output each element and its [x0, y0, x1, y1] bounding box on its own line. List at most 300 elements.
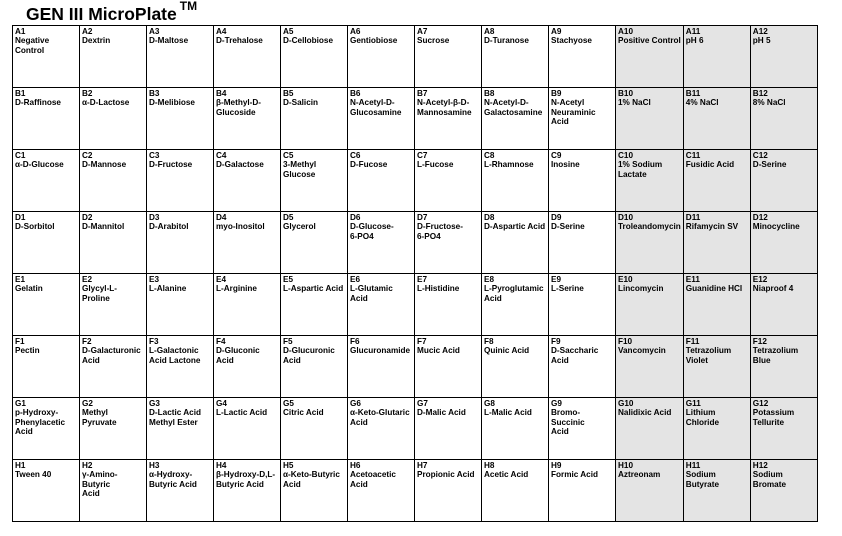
well-substrate: 1% NaCl — [618, 98, 651, 108]
well-substrate: pH 5 — [752, 36, 771, 46]
well-id: F1 — [15, 337, 25, 346]
well-id: H3 — [149, 461, 160, 470]
well-id: B11 — [685, 89, 701, 98]
well-id: D3 — [149, 213, 160, 222]
well-cell — [482, 88, 549, 150]
well-substrate: D-Mannitol — [82, 222, 125, 232]
well-cell — [683, 460, 750, 522]
well-substrate: L-Alanine — [149, 284, 187, 294]
well-cell — [147, 150, 214, 212]
well-cell — [750, 88, 817, 150]
well-id: G7 — [417, 399, 428, 408]
well-substrate: D-Lactic Acid Methyl Ester — [149, 408, 202, 427]
well-substrate: N-Acetyl Neuraminic Acid — [551, 98, 596, 127]
plate-row — [13, 336, 818, 398]
well-cell — [13, 460, 80, 522]
well-cell — [683, 26, 750, 88]
well-cell — [80, 398, 147, 460]
well-cell — [13, 336, 80, 398]
well-cell — [214, 26, 281, 88]
well-cell — [482, 26, 549, 88]
well-id: D1 — [15, 213, 26, 222]
well-id: E6 — [350, 275, 361, 284]
well-substrate: β-Methyl-D- Glucoside — [216, 98, 262, 117]
well-cell — [616, 460, 684, 522]
well-id: B7 — [417, 89, 428, 98]
well-id: B3 — [149, 89, 160, 98]
well-substrate: Tween 40 — [15, 470, 52, 480]
well-substrate: α-Keto-Glutaric Acid — [350, 408, 410, 427]
well-id: C9 — [551, 151, 562, 160]
well-substrate: Quinic Acid — [484, 346, 530, 356]
well-substrate: Sucrose — [417, 36, 450, 46]
well-cell — [147, 88, 214, 150]
well-cell — [616, 150, 684, 212]
well-cell — [750, 212, 817, 274]
well-cell — [80, 26, 147, 88]
well-substrate: D-Arabitol — [149, 222, 189, 232]
well-id: B10 — [618, 89, 634, 98]
title-text: GEN III MicroPlate — [26, 3, 177, 24]
well-substrate: Troleandomycin — [618, 222, 681, 232]
well-substrate: Gentiobiose — [350, 36, 398, 46]
well-substrate: L-Rhamnose — [484, 160, 534, 170]
well-id: F9 — [551, 337, 561, 346]
well-cell — [13, 274, 80, 336]
well-id: A4 — [216, 27, 227, 36]
well-substrate: Bromo-Succinic Acid — [551, 408, 585, 437]
well-cell — [482, 212, 549, 274]
well-cell — [13, 398, 80, 460]
well-cell — [415, 460, 482, 522]
well-substrate: Sodium Butyrate — [685, 470, 720, 489]
well-cell — [80, 274, 147, 336]
well-id: D11 — [685, 213, 701, 222]
well-id: A6 — [350, 27, 361, 36]
well-cell — [214, 212, 281, 274]
well-cell — [147, 398, 214, 460]
well-cell — [750, 150, 817, 212]
well-cell — [683, 150, 750, 212]
well-id: F4 — [216, 337, 226, 346]
well-substrate: Lincomycin — [618, 284, 664, 294]
well-cell — [80, 336, 147, 398]
well-id: F8 — [484, 337, 494, 346]
well-cell — [616, 26, 684, 88]
well-id: H9 — [551, 461, 562, 470]
well-substrate: Negative Control — [15, 36, 50, 55]
well-id: H11 — [685, 461, 701, 470]
well-id: H1 — [15, 461, 26, 470]
well-cell — [415, 26, 482, 88]
well-cell — [214, 150, 281, 212]
well-substrate: L-Fucose — [417, 160, 454, 170]
well-id: B9 — [551, 89, 562, 98]
well-cell — [482, 150, 549, 212]
well-cell — [13, 212, 80, 274]
well-cell — [348, 460, 415, 522]
well-substrate: L-Lactic Acid — [216, 408, 268, 418]
well-cell — [13, 150, 80, 212]
well-substrate: Glycerol — [283, 222, 316, 232]
well-id: D6 — [350, 213, 361, 222]
well-cell — [750, 274, 817, 336]
well-substrate: Methyl Pyruvate — [82, 408, 117, 427]
well-substrate: Tetrazolium Blue — [752, 346, 799, 365]
well-id: E3 — [149, 275, 160, 284]
well-id: B6 — [350, 89, 361, 98]
well-cell — [415, 88, 482, 150]
plate-row — [13, 460, 818, 522]
well-id: F12 — [752, 337, 767, 346]
well-substrate: Inosine — [551, 160, 580, 170]
well-cell — [750, 26, 817, 88]
well-substrate: Formic Acid — [551, 470, 599, 480]
well-cell — [683, 274, 750, 336]
well-id: A2 — [82, 27, 93, 36]
well-substrate: α-D-Lactose — [82, 98, 130, 108]
well-id: A3 — [149, 27, 160, 36]
well-substrate: α-D-Glucose — [15, 160, 64, 170]
well-cell — [549, 88, 616, 150]
well-substrate: D-Glucuronic Acid — [283, 346, 335, 365]
well-substrate: L-Pyroglutamic Acid — [484, 284, 544, 303]
well-cell — [348, 26, 415, 88]
well-cell — [214, 88, 281, 150]
well-substrate: L-Serine — [551, 284, 584, 294]
well-cell — [549, 460, 616, 522]
well-cell — [348, 150, 415, 212]
well-cell — [147, 212, 214, 274]
well-cell — [616, 212, 684, 274]
well-id: C7 — [417, 151, 428, 160]
well-id: G11 — [685, 399, 701, 408]
well-substrate: Positive Control — [618, 36, 681, 46]
plate-row — [13, 212, 818, 274]
well-cell — [415, 336, 482, 398]
well-substrate: D-Serine — [752, 160, 787, 170]
well-substrate: Niaproof 4 — [752, 284, 794, 294]
well-substrate: Acetic Acid — [484, 470, 529, 480]
well-cell — [214, 336, 281, 398]
well-id: G8 — [484, 399, 495, 408]
well-id: C3 — [149, 151, 160, 160]
well-id: C2 — [82, 151, 93, 160]
well-substrate: Tetrazolium Violet — [685, 346, 732, 365]
well-id: A7 — [417, 27, 428, 36]
well-cell — [348, 398, 415, 460]
well-cell — [549, 336, 616, 398]
well-id: A9 — [551, 27, 562, 36]
well-substrate: Glycyl-L-Proline — [82, 284, 118, 303]
well-id: B4 — [216, 89, 227, 98]
well-id: C8 — [484, 151, 495, 160]
well-cell — [348, 274, 415, 336]
well-cell — [348, 212, 415, 274]
well-cell — [616, 274, 684, 336]
well-id: C12 — [752, 151, 768, 160]
well-substrate: D-Glucose- 6-PO4 — [350, 222, 394, 241]
well-id: D4 — [216, 213, 227, 222]
well-cell — [415, 150, 482, 212]
well-substrate: Lithium Chloride — [685, 408, 720, 427]
well-id: E5 — [283, 275, 294, 284]
well-substrate: D-Sorbitol — [15, 222, 55, 232]
well-substrate: Sodium Bromate — [752, 470, 787, 489]
page-title — [26, 2, 197, 25]
well-substrate: D-Cellobiose — [283, 36, 334, 46]
well-id: A8 — [484, 27, 495, 36]
well-id: E2 — [82, 275, 93, 284]
well-id: F2 — [82, 337, 92, 346]
well-id: E7 — [417, 275, 428, 284]
well-cell — [415, 398, 482, 460]
well-substrate: N-Acetyl-D- Galactosamine — [484, 98, 543, 117]
well-id: F5 — [283, 337, 293, 346]
well-substrate: D-Fructose — [149, 160, 193, 170]
well-substrate: N-Acetyl-β-D- Mannosamine — [417, 98, 472, 117]
well-cell — [482, 460, 549, 522]
well-substrate: Acetoacetic Acid — [350, 470, 396, 489]
well-cell — [549, 398, 616, 460]
well-cell — [683, 212, 750, 274]
well-cell — [281, 212, 348, 274]
plate-row — [13, 26, 818, 88]
well-cell — [482, 398, 549, 460]
well-cell — [750, 460, 817, 522]
well-cell — [415, 212, 482, 274]
well-substrate: Vancomycin — [618, 346, 666, 356]
well-id: H10 — [618, 461, 634, 470]
well-substrate: D-Aspartic Acid — [484, 222, 546, 232]
well-id: E10 — [618, 275, 633, 284]
well-id: F10 — [618, 337, 633, 346]
well-substrate: 1% Sodium Lactate — [618, 160, 663, 179]
well-cell — [549, 274, 616, 336]
well-cell — [415, 274, 482, 336]
well-cell — [348, 88, 415, 150]
well-cell — [482, 336, 549, 398]
well-substrate: Potassium Tellurite — [752, 408, 795, 427]
well-cell — [80, 150, 147, 212]
well-substrate: Pectin — [15, 346, 40, 356]
well-id: G10 — [618, 399, 634, 408]
well-substrate: Aztreonam — [618, 470, 661, 480]
well-id: H8 — [484, 461, 495, 470]
well-id: E8 — [484, 275, 495, 284]
well-substrate: α-Keto-Butyric Acid — [283, 470, 340, 489]
well-cell — [549, 150, 616, 212]
well-cell — [80, 460, 147, 522]
well-id: B12 — [752, 89, 768, 98]
well-id: C4 — [216, 151, 227, 160]
well-cell — [80, 88, 147, 150]
plate-row — [13, 398, 818, 460]
well-id: F6 — [350, 337, 360, 346]
well-id: C1 — [15, 151, 26, 160]
well-substrate: Glucuronamide — [350, 346, 411, 356]
well-cell — [683, 336, 750, 398]
well-id: D10 — [618, 213, 634, 222]
well-id: E12 — [752, 275, 768, 284]
well-substrate: D-Saccharic Acid — [551, 346, 599, 365]
well-id: B8 — [484, 89, 495, 98]
well-cell — [616, 398, 684, 460]
well-substrate: L-Glutamic Acid — [350, 284, 393, 303]
well-substrate: 3-Methyl Glucose — [283, 160, 317, 179]
well-cell — [13, 26, 80, 88]
well-substrate: Propionic Acid — [417, 470, 475, 480]
well-cell — [549, 212, 616, 274]
well-id: B2 — [82, 89, 93, 98]
well-substrate: D-Melibiose — [149, 98, 195, 108]
well-id: G5 — [283, 399, 294, 408]
well-substrate: α-Hydroxy- Butyric Acid — [149, 470, 197, 489]
well-id: E1 — [15, 275, 26, 284]
well-cell — [348, 336, 415, 398]
well-id: G12 — [752, 399, 769, 408]
well-cell — [214, 274, 281, 336]
well-cell — [80, 212, 147, 274]
plate-row — [13, 274, 818, 336]
well-id: C11 — [685, 151, 701, 160]
well-substrate: L-Arginine — [216, 284, 257, 294]
well-substrate: Dextrin — [82, 36, 111, 46]
well-substrate: D-Salicin — [283, 98, 319, 108]
well-substrate: D-Fructose- 6-PO4 — [417, 222, 463, 241]
well-substrate: D-Mannose — [82, 160, 127, 170]
well-id: C5 — [283, 151, 294, 160]
well-substrate: D-Raffinose — [15, 98, 61, 108]
well-substrate: β-Hydroxy-D,L- Butyric Acid — [216, 470, 276, 489]
well-substrate: Minocycline — [752, 222, 800, 232]
well-substrate: 4% NaCl — [685, 98, 719, 108]
well-substrate: p-Hydroxy- Phenylacetic Acid — [15, 408, 66, 437]
well-id: H6 — [350, 461, 361, 470]
well-id: F7 — [417, 337, 427, 346]
well-id: H7 — [417, 461, 428, 470]
well-cell — [147, 26, 214, 88]
well-id: G6 — [350, 399, 361, 408]
well-id: H5 — [283, 461, 294, 470]
well-id: D8 — [484, 213, 495, 222]
well-cell — [281, 26, 348, 88]
microplate-grid — [12, 25, 818, 522]
well-cell — [616, 336, 684, 398]
well-id: A11 — [685, 27, 701, 36]
well-cell — [281, 150, 348, 212]
well-cell — [147, 336, 214, 398]
well-substrate: N-Acetyl-D- Glucosamine — [350, 98, 402, 117]
well-substrate: Citric Acid — [283, 408, 324, 418]
well-id: E9 — [551, 275, 562, 284]
well-id: E11 — [685, 275, 700, 284]
well-id: C6 — [350, 151, 361, 160]
well-substrate: myo-Inositol — [216, 222, 265, 232]
well-id: C10 — [618, 151, 634, 160]
well-cell — [616, 88, 684, 150]
well-cell — [750, 336, 817, 398]
well-substrate: Fusidic Acid — [685, 160, 735, 170]
well-id: H2 — [82, 461, 93, 470]
well-cell — [281, 460, 348, 522]
well-substrate: Gelatin — [15, 284, 43, 294]
well-substrate: 8% NaCl — [752, 98, 786, 108]
well-cell — [549, 26, 616, 88]
microplate-body — [13, 26, 818, 522]
well-cell — [147, 274, 214, 336]
well-id: D9 — [551, 213, 562, 222]
well-substrate: Guanidine HCl — [685, 284, 743, 294]
well-cell — [281, 336, 348, 398]
well-cell — [281, 274, 348, 336]
well-cell — [281, 398, 348, 460]
well-cell — [683, 398, 750, 460]
well-id: D2 — [82, 213, 93, 222]
well-substrate: Rifamycin SV — [685, 222, 739, 232]
well-substrate: L-Aspartic Acid — [283, 284, 344, 294]
well-id: E4 — [216, 275, 227, 284]
well-substrate: D-Galacturonic Acid — [82, 346, 141, 365]
well-substrate: Stachyose — [551, 36, 592, 46]
well-id: D12 — [752, 213, 768, 222]
well-id: A5 — [283, 27, 294, 36]
plate-row — [13, 150, 818, 212]
well-substrate: D-Galactose — [216, 160, 264, 170]
well-cell — [281, 88, 348, 150]
well-cell — [13, 88, 80, 150]
well-id: H12 — [752, 461, 768, 470]
well-id: D7 — [417, 213, 428, 222]
well-substrate: D-Gluconic Acid — [216, 346, 260, 365]
well-substrate: Nalidixic Acid — [618, 408, 672, 418]
well-id: D5 — [283, 213, 294, 222]
well-cell — [683, 88, 750, 150]
well-substrate: D-Serine — [551, 222, 585, 232]
well-cell — [147, 460, 214, 522]
well-id: G4 — [216, 399, 227, 408]
well-substrate: D-Trehalose — [216, 36, 263, 46]
well-id: G1 — [15, 399, 26, 408]
well-cell — [214, 460, 281, 522]
well-substrate: L-Malic Acid — [484, 408, 532, 418]
well-substrate: D-Malic Acid — [417, 408, 466, 418]
trademark-mark: TM — [179, 0, 198, 13]
well-substrate: pH 6 — [685, 36, 704, 46]
well-id: F11 — [685, 337, 700, 346]
well-substrate: γ-Amino-Butyric Acid — [82, 470, 118, 499]
well-substrate: D-Turanose — [484, 36, 529, 46]
well-cell — [750, 398, 817, 460]
well-id: A10 — [618, 27, 634, 36]
well-substrate: L-Galactonic Acid Lactone — [149, 346, 201, 365]
well-id: B5 — [283, 89, 294, 98]
well-substrate: L-Histidine — [417, 284, 460, 294]
well-cell — [214, 398, 281, 460]
well-id: A12 — [752, 27, 768, 36]
well-id: G9 — [551, 399, 562, 408]
well-id: G3 — [149, 399, 160, 408]
well-id: F3 — [149, 337, 159, 346]
well-cell — [482, 274, 549, 336]
well-id: A1 — [15, 27, 26, 36]
well-id: G2 — [82, 399, 93, 408]
plate-row — [13, 88, 818, 150]
well-id: H4 — [216, 461, 227, 470]
well-id: B1 — [15, 89, 26, 98]
well-substrate: D-Maltose — [149, 36, 189, 46]
well-substrate: D-Fucose — [350, 160, 388, 170]
